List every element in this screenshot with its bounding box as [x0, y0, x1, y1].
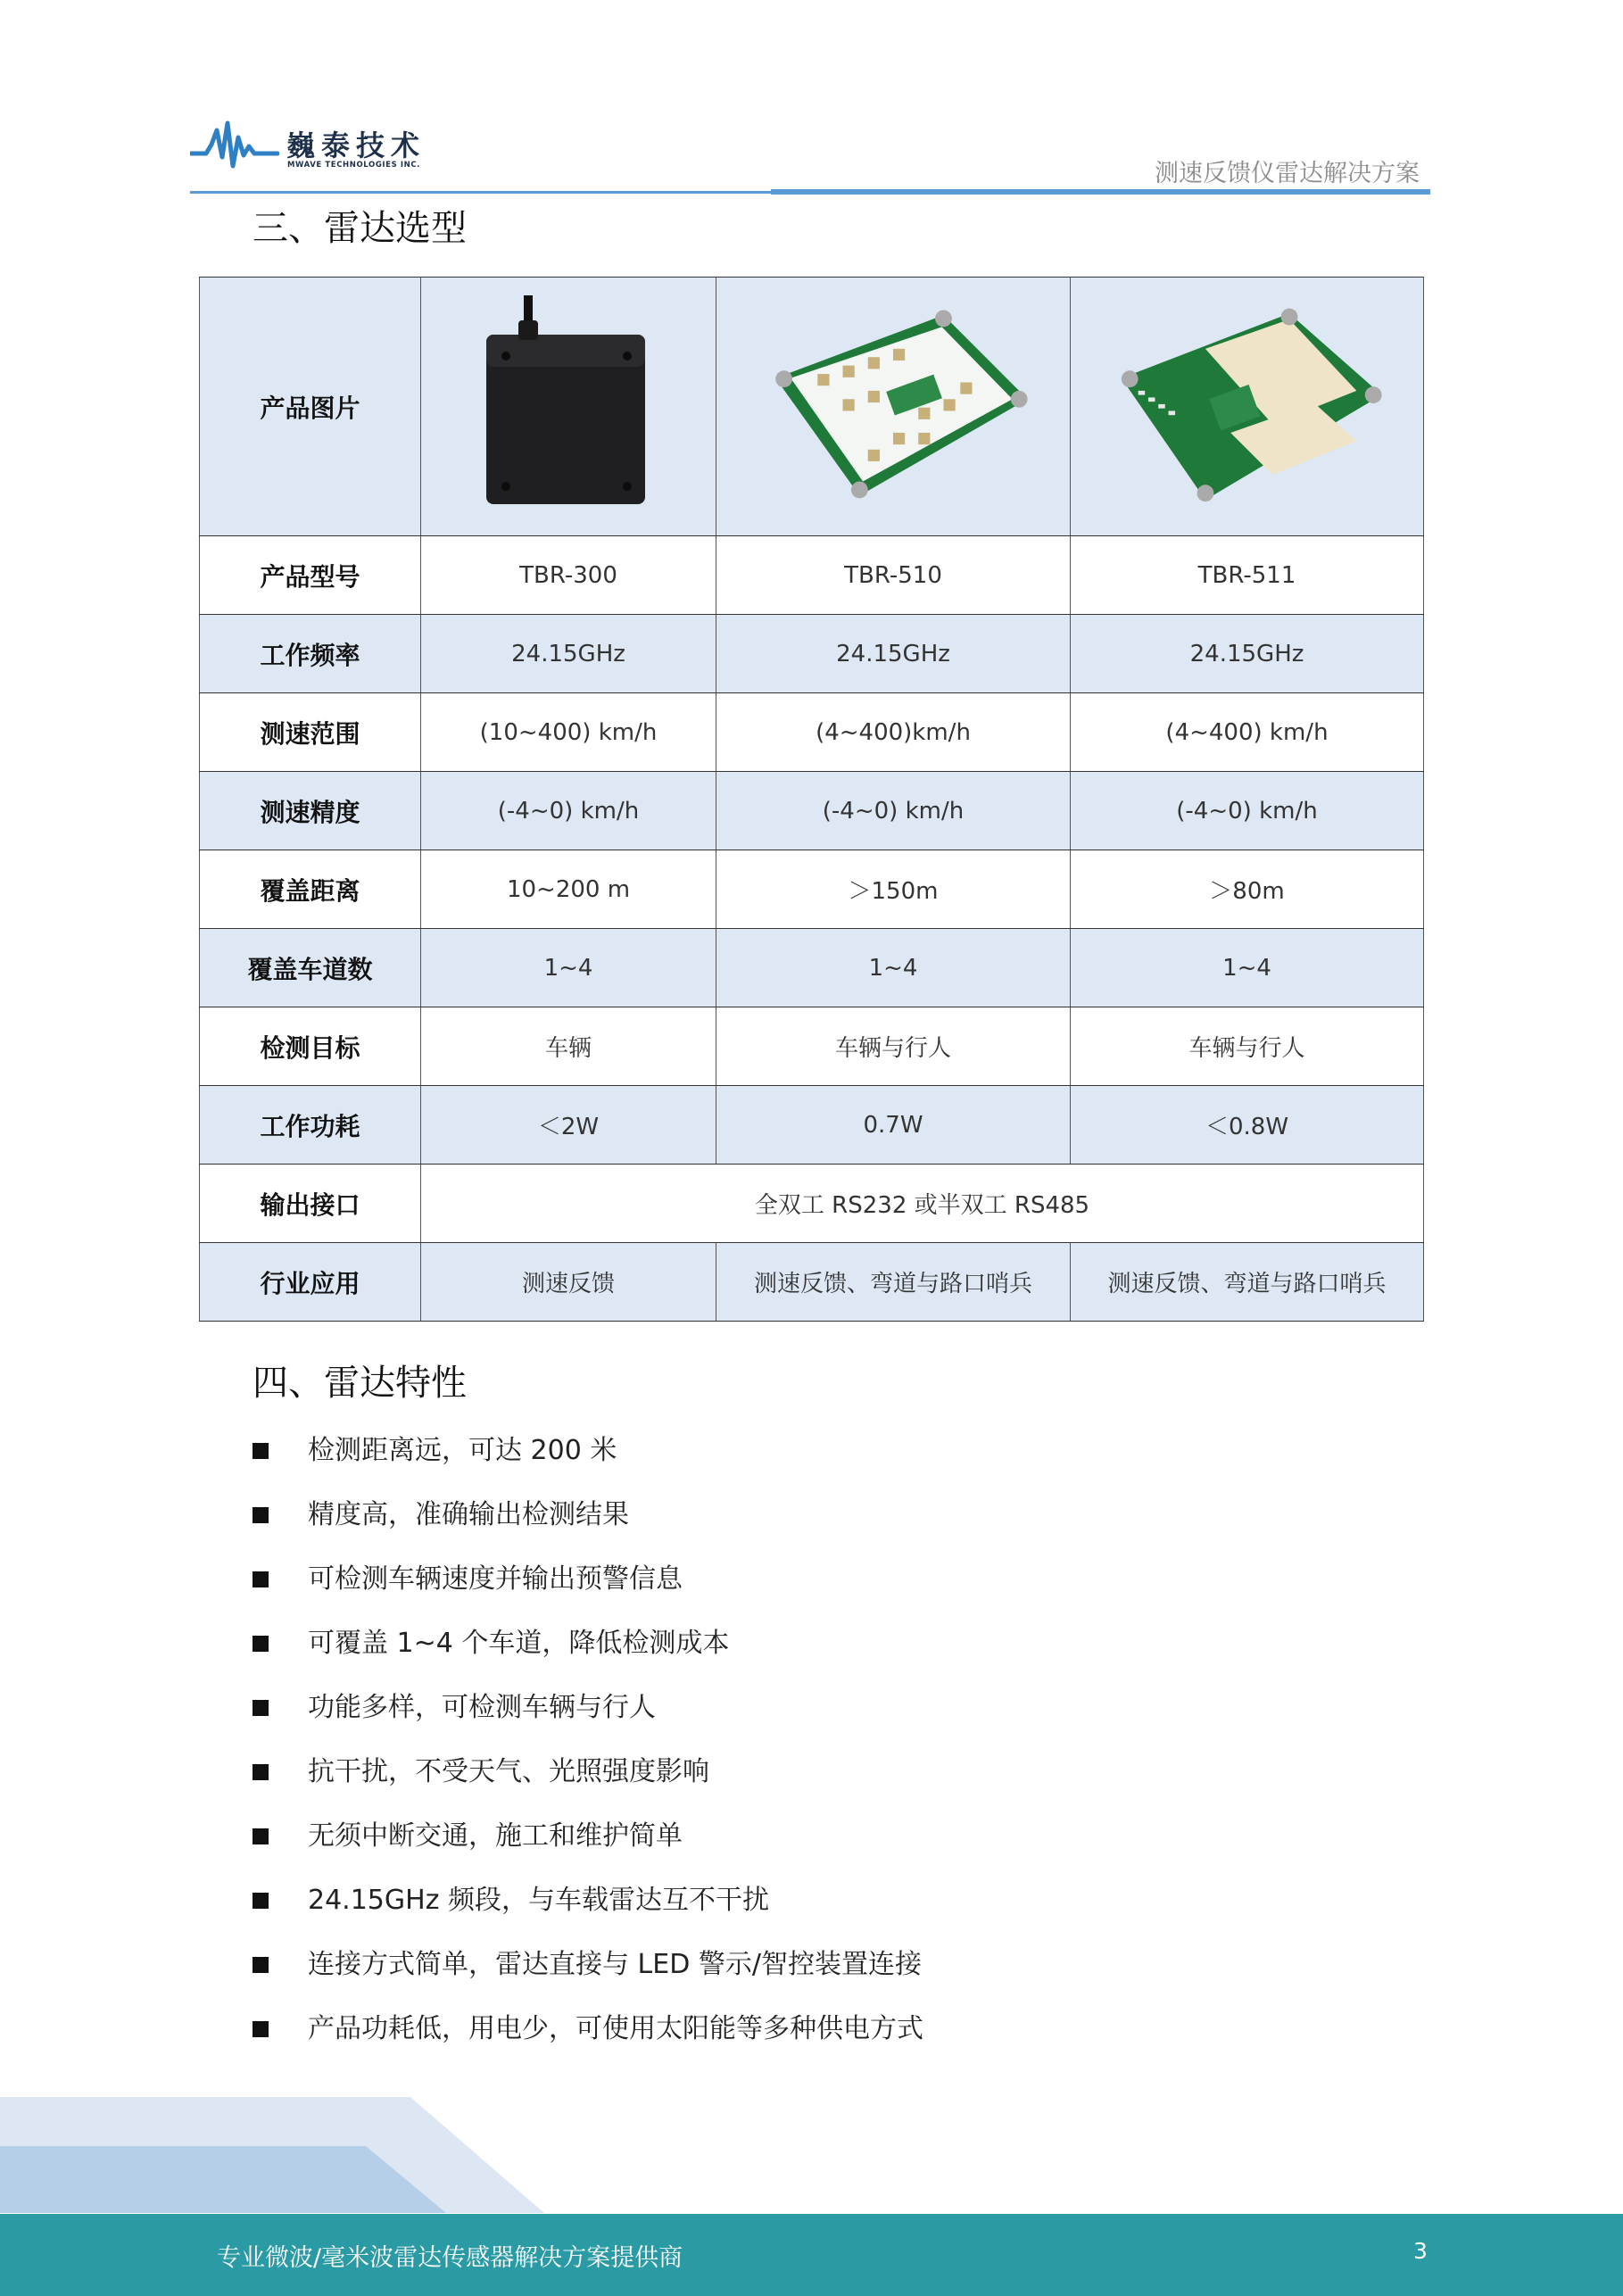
table-row-model	[200, 536, 1424, 615]
cell-speed-range: (4~400) km/h	[1071, 693, 1424, 772]
square-bullet-icon	[253, 2021, 269, 2037]
section-title-radar-selection: 三、雷达选型	[253, 208, 467, 249]
list-item	[253, 1493, 923, 1557]
table-row-coverage	[200, 850, 1424, 929]
cell-speed-range: (10~400) km/h	[421, 693, 716, 772]
feature-list	[253, 1429, 923, 2071]
square-bullet-icon	[253, 1443, 269, 1459]
row-header-model: 产品型号	[200, 536, 421, 615]
table-row-lanes	[200, 929, 1424, 1007]
table-row-application	[200, 1243, 1424, 1322]
cell-coverage: ＞150m	[716, 850, 1071, 929]
list-item	[253, 1943, 923, 2007]
cell-speed-range: (4~400)km/h	[716, 693, 1071, 772]
feature-text: 产品功耗低，用电少，可使用太阳能等多种供电方式	[308, 2013, 923, 2044]
document-title: 测速反馈仪雷达解决方案	[1155, 160, 1420, 187]
square-bullet-icon	[253, 1764, 269, 1780]
square-bullet-icon	[253, 1571, 269, 1587]
row-header-application: 行业应用	[200, 1243, 421, 1322]
cell-interface: 全双工 RS232 或半双工 RS485	[421, 1165, 1424, 1243]
feature-text: 可覆盖 1~4 个车道，降低检测成本	[308, 1628, 730, 1659]
square-bullet-icon	[253, 1507, 269, 1523]
list-item	[253, 1814, 923, 1878]
cell-targets: 车辆	[421, 1007, 716, 1086]
product-image-tbr511	[1071, 278, 1424, 536]
table-row-power	[200, 1086, 1424, 1165]
feature-text: 24.15GHz 频段，与车载雷达互不干扰	[308, 1885, 769, 1916]
cell-lanes: 1~4	[1071, 929, 1424, 1007]
row-header-power: 工作功耗	[200, 1086, 421, 1165]
table-row-frequency	[200, 615, 1424, 693]
list-item	[253, 1557, 923, 1621]
square-bullet-icon	[253, 1893, 269, 1909]
list-item	[253, 1686, 923, 1750]
header-divider-accent	[771, 189, 1430, 195]
footer-tagline: 专业微波/毫米波雷达传感器解决方案提供商	[217, 2244, 683, 2272]
table-row-targets	[200, 1007, 1424, 1086]
list-item	[253, 1621, 923, 1686]
wave-logo-icon	[190, 120, 279, 173]
product-image-tbr510	[716, 278, 1071, 536]
cell-application: 测速反馈、弯道与路口哨兵	[716, 1243, 1071, 1322]
feature-text: 抗干扰，不受天气、光照强度影响	[308, 1756, 709, 1787]
feature-text: 检测距离远，可达 200 米	[308, 1435, 617, 1466]
feature-text: 精度高，准确输出检测结果	[308, 1499, 629, 1530]
feature-text: 无须中断交通，施工和维护简单	[308, 1820, 683, 1852]
cell-power: ＜0.8W	[1071, 1086, 1424, 1165]
square-bullet-icon	[253, 1636, 269, 1652]
cell-speed-precision: (-4~0) km/h	[421, 772, 716, 850]
list-item	[253, 2007, 923, 2071]
cell-coverage: ＞80m	[1071, 850, 1424, 929]
feature-text: 可检测车辆速度并输出预警信息	[308, 1563, 683, 1595]
row-header-interface: 输出接口	[200, 1165, 421, 1243]
table-row-speed-range	[200, 693, 1424, 772]
cell-application: 测速反馈	[421, 1243, 716, 1322]
row-header-speed-range: 测速范围	[200, 693, 421, 772]
table-row-image	[200, 278, 1424, 536]
cell-speed-precision: (-4~0) km/h	[716, 772, 1071, 850]
radar-spec-table	[199, 277, 1424, 1322]
cell-coverage: 10~200 m	[421, 850, 716, 929]
row-header-image: 产品图片	[200, 278, 421, 536]
cell-frequency: 24.15GHz	[1071, 615, 1424, 693]
cell-targets: 车辆与行人	[716, 1007, 1071, 1086]
table-row-interface	[200, 1165, 1424, 1243]
cell-lanes: 1~4	[421, 929, 716, 1007]
list-item	[253, 1750, 923, 1814]
table-row-speed-precision	[200, 772, 1424, 850]
row-header-coverage: 覆盖距离	[200, 850, 421, 929]
product-image-tbr300	[421, 278, 716, 536]
row-header-frequency: 工作频率	[200, 615, 421, 693]
cell-power: ＜2W	[421, 1086, 716, 1165]
list-item	[253, 1429, 923, 1493]
row-header-speed-precision: 测速精度	[200, 772, 421, 850]
cell-speed-precision: (-4~0) km/h	[1071, 772, 1424, 850]
square-bullet-icon	[253, 1700, 269, 1716]
square-bullet-icon	[253, 1828, 269, 1844]
footer-decoration	[0, 2097, 625, 2213]
cell-application: 测速反馈、弯道与路口哨兵	[1071, 1243, 1424, 1322]
square-bullet-icon	[253, 1957, 269, 1973]
cell-frequency: 24.15GHz	[421, 615, 716, 693]
row-header-targets: 检测目标	[200, 1007, 421, 1086]
feature-text: 连接方式简单，雷达直接与 LED 警示/智控装置连接	[308, 1949, 922, 1980]
cell-model: TBR-511	[1071, 536, 1424, 615]
company-name-cn: 巍泰技术	[286, 128, 426, 162]
page-number: 3	[1413, 2238, 1428, 2264]
cell-model: TBR-510	[716, 536, 1071, 615]
list-item	[253, 1878, 923, 1943]
feature-text: 功能多样，可检测车辆与行人	[308, 1692, 656, 1723]
company-name-en: MWAVE TECHNOLOGIES INC.	[287, 161, 421, 170]
section-title-radar-features: 四、雷达特性	[253, 1363, 467, 1404]
cell-lanes: 1~4	[716, 929, 1071, 1007]
cell-targets: 车辆与行人	[1071, 1007, 1424, 1086]
company-logo	[190, 114, 458, 186]
cell-frequency: 24.15GHz	[716, 615, 1071, 693]
cell-model: TBR-300	[421, 536, 716, 615]
cell-power: 0.7W	[716, 1086, 1071, 1165]
row-header-lanes: 覆盖车道数	[200, 929, 421, 1007]
